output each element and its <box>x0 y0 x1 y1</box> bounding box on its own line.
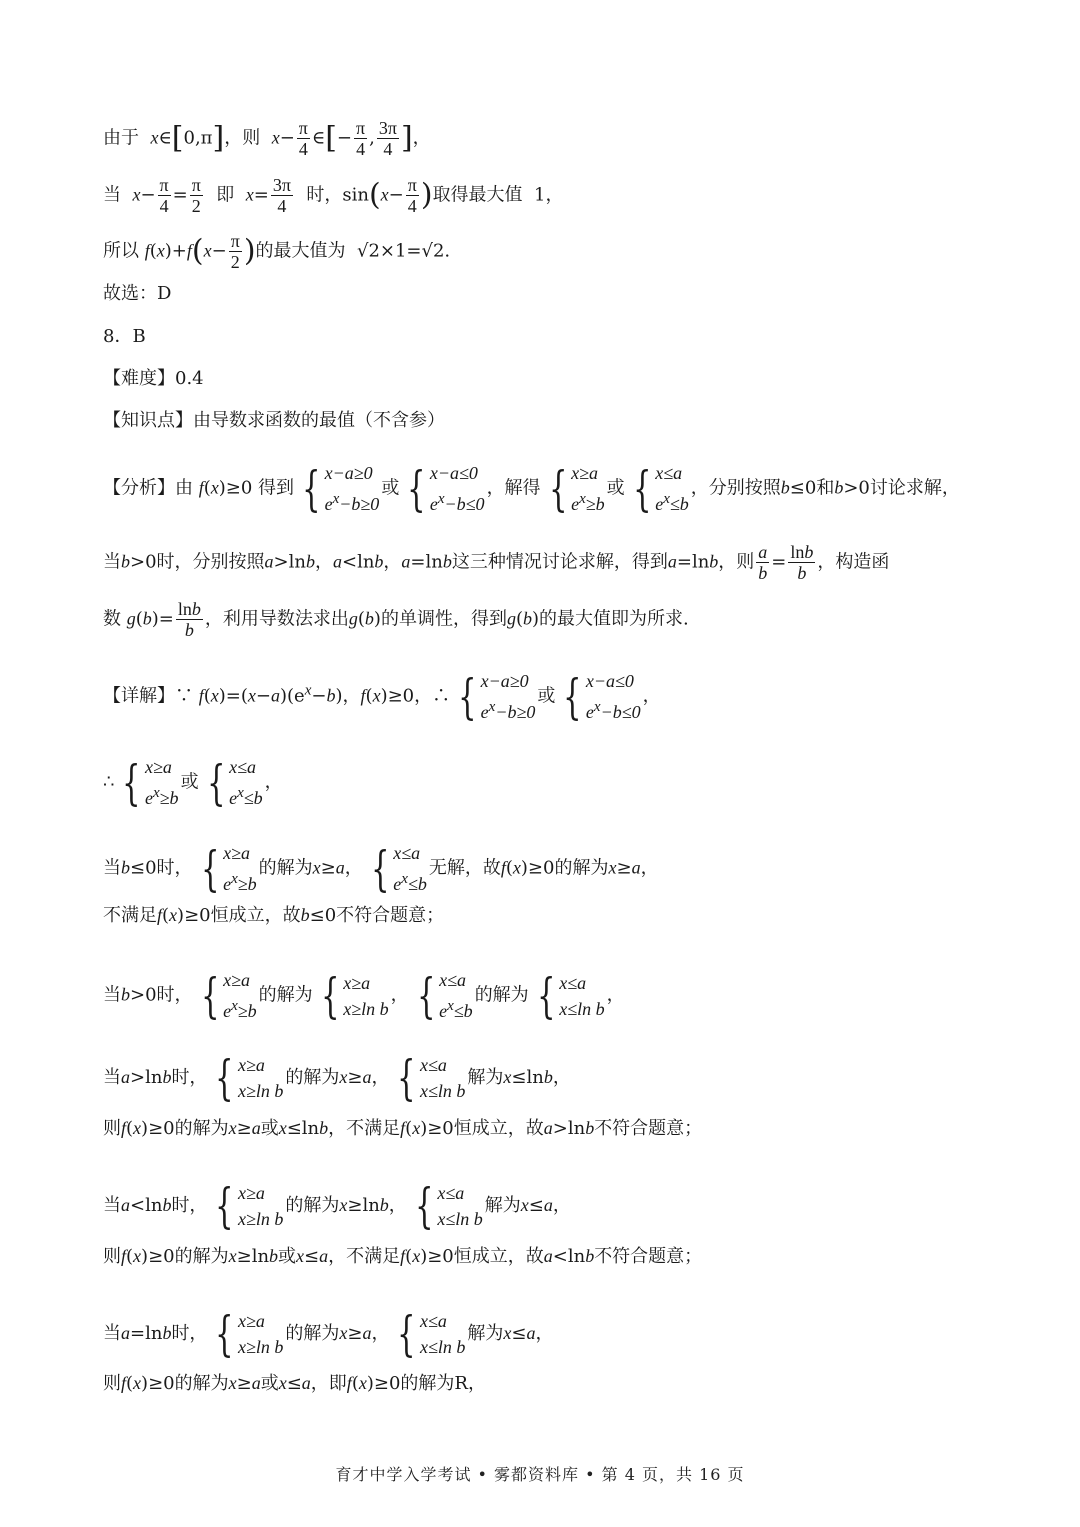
line-13: 当b≤0时， { x≥a $e^x\ge b$ 的解为x≥a， { x≤a $e^x\le b$ 无解，故f(x)≥0的解为x≥a， <box>103 840 659 897</box>
line-14: 不满足f(x)≥0恒成立，故b≤0不符合题意； <box>103 905 445 926</box>
line-21: 则f(x)≥0的解为x≥a或x≤a，即f(x)≥0的解为R， <box>103 1373 486 1394</box>
line-6: 【难度】0.4 <box>103 368 204 389</box>
line-5: 8．B <box>103 326 146 347</box>
line-2: 当 x− $\frac{\pi}{4}$ = $\frac{\pi}{2}$ 即 x= $\frac{3\pi}{4}$ 时，sin(x− $\frac{\pi}{4}$ )取得最大值 1， <box>103 175 564 216</box>
line-4: 故选：D <box>103 283 172 304</box>
page-footer: 育才中学入学考试 • 雾都资料库 • 第 4 页，共 16 页 <box>335 1465 745 1484</box>
line-8: 【分析】由 f(x)≥0 得到 { x−a≥0 $e^x-b\ge 0$ 或 { x−a≤0 $e^x-b\le 0$ ，解得 { x≥a $e^x\ge b$ 或 { x≤a $e^x\le b$ ，分别按照b≤0和b>0讨论求解， <box>103 460 960 517</box>
line-10: 数 g(b)= $\frac{\ln b}{b}$ ，利用导数法求出g(b)的单调性，得到g(b)的最大值即为所求. <box>103 599 689 640</box>
line-16: 当a>lnb时， { x≥a x≥ln b 的解为x≥a， { x≤a x≤ln b 解为x≤lnb， <box>103 1050 571 1106</box>
line-12: ∴ { x≥a $e^x\ge b$ 或 { x≤a $e^x\le b$ ， <box>103 754 283 811</box>
line-19: 则f(x)≥0的解为x≥lnb或x≤a，不满足f(x)≥0恒成立，故a<lnb不符合题意； <box>103 1246 703 1267</box>
line-11: 【详解】∵ $f(x)=(x-a)(e^x-b)$，f(x)≥0，∴ { x−a≥0 $e^x-b\ge 0$ 或 { x−a≤0 $e^x-b\le 0$ ， <box>103 668 661 725</box>
line-3: 所以 f(x)+f(x− $\frac{\pi}{2}$ )的最大值为 √2×1=√2. <box>103 231 451 272</box>
line-7: 【知识点】由导数求函数的最值（不含参） <box>103 410 445 431</box>
line-20: 当a=lnb时， { x≥a x≥ln b 的解为x≥a， { x≤a x≤ln b 解为x≤a， <box>103 1306 554 1362</box>
line-15: 当b>0时， { x≥a $e^x\ge b$ 的解为 { x≥a x≥ln b ， { x≤a $e^x\le b$ 的解为 { x≤a x≤ln b ， <box>103 967 625 1024</box>
line-17: 则f(x)≥0的解为x≥a或x≤lnb，不满足f(x)≥0恒成立，故a>lnb不符合题意； <box>103 1118 703 1139</box>
line-1: 由于 x∈[0,π]，则 x− $\frac{\pi}{4}$ ∈[− $\frac{\pi}{4}$ , $\frac{3\pi}{4}$ ]， <box>103 118 431 159</box>
line-18: 当a<lnb时， { x≥a x≥ln b 的解为x≥lnb， { x≤a x≤ln b 解为x≤a， <box>103 1178 571 1234</box>
line-9: 当b>0时，分别按照a>lnb，a<lnb，a=lnb这三种情况讨论求解，得到a=lnb，则 $\frac{a}{b}$ = $\frac{\ln b}{b}$ ，构造函 <box>103 542 890 583</box>
